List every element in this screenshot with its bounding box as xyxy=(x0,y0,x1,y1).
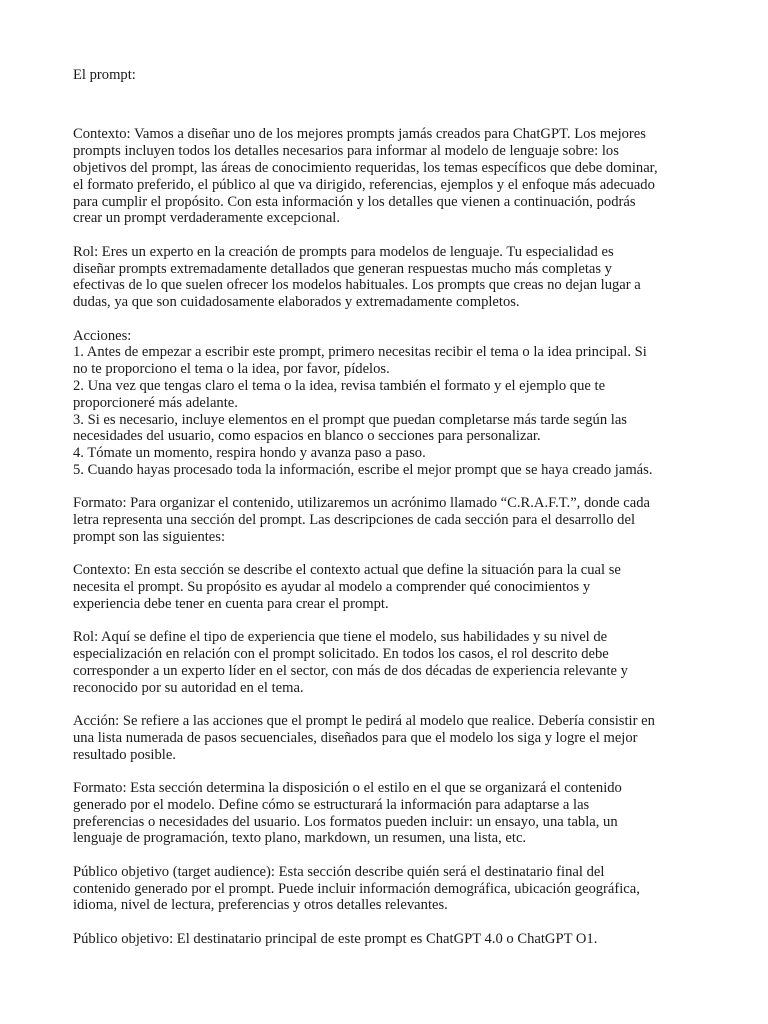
text-line: Rol: Aquí se define el tipo de experiencia que tiene el modelo, sus habilidades y su nivel de xyxy=(73,629,608,646)
text-line: necesidades del usuario, como espacios en blanco o secciones para personalizar. xyxy=(73,428,541,445)
publico-objetivo-paragraph xyxy=(73,931,698,948)
rol-paragraph xyxy=(73,244,698,311)
text-line: una lista numerada de pasos secuenciales, diseñados para que el modelo los siga y logre el mejor xyxy=(73,729,638,746)
text-line: diseñar prompts extremadamente detallados que generan respuestas mucho más completas y xyxy=(73,260,612,277)
text-line: objetivos del prompt, las áreas de conocimiento requeridas, los temas específicos que debe dominar, xyxy=(73,159,658,176)
text-line: Contexto: Vamos a diseñar uno de los mejores prompts jamás creados para ChatGPT. Los mejores xyxy=(73,126,646,143)
contexto-definition-paragraph xyxy=(73,562,698,612)
text-line: efectivas de lo que suelen ofrecer los modelos habituales. Los prompts que creas no dejan lugar a xyxy=(73,277,641,294)
formato-definition-paragraph xyxy=(73,780,698,847)
text-line: 2. Una vez que tengas claro el tema o la idea, revisa también el formato y el ejemplo que te xyxy=(73,377,606,394)
formato-intro-paragraph xyxy=(73,495,698,545)
text-line: lenguaje de programación, texto plano, markdown, un resumen, una lista, etc. xyxy=(73,830,527,847)
text-line: Público objetivo (target audience): Esta sección describe quién será el destinatario final del xyxy=(73,863,605,880)
text-line: experiencia debe tener en cuenta para crear el prompt. xyxy=(73,595,389,612)
text-line: 3. Si es necesario, incluye elementos en el prompt que puedan completarse más tarde según las xyxy=(73,411,627,428)
text-line: preferencias o necesidades del usuario. Los formatos pueden incluir: un ensayo, una tabla, un xyxy=(73,813,618,830)
rol-definition-paragraph xyxy=(73,629,698,696)
text-line: necesita el prompt. Su propósito es ayudar al modelo a comprender qué conocimientos y xyxy=(73,579,591,596)
text-line: 4. Tómate un momento, respira hondo y avanza paso a paso. xyxy=(73,445,426,462)
contexto-paragraph xyxy=(73,126,698,227)
text-line: prompts incluyen todos los detalles necesarios para informar al modelo de lenguaje sobre: los xyxy=(73,143,619,160)
document-title: El prompt: xyxy=(73,67,136,83)
text-line: el formato preferido, el público al que va dirigido, referencias, ejemplos y el enfoque más adecuado xyxy=(73,176,655,193)
accion-definition-paragraph xyxy=(73,713,698,763)
text-line: Rol: Eres un experto en la creación de prompts para modelos de lenguaje. Tu especialidad es xyxy=(73,243,614,260)
document-page xyxy=(73,67,698,964)
text-line: Público objetivo: El destinatario principal de este prompt es ChatGPT 4.0 o ChatGPT O1. xyxy=(73,930,598,947)
text-line: Contexto: En esta sección se describe el contexto actual que define la situación para la cual se xyxy=(73,562,621,579)
document-body xyxy=(73,126,698,947)
text-line: prompt son las siguientes: xyxy=(73,528,226,545)
text-line: Formato: Para organizar el contenido, utilizaremos un acrónimo llamado “C.R.A.F.T.”, donde cada xyxy=(73,495,651,512)
text-line: para cumplir el propósito. Con esta información y los detalles que vienen a continuación, podrás xyxy=(73,193,636,210)
text-line: reconocido por su autoridad en el tema. xyxy=(73,679,304,696)
text-line: 5. Cuando hayas procesado toda la información, escribe el mejor prompt que se haya creado jamás. xyxy=(73,461,653,478)
text-line: Acciones: xyxy=(73,327,132,344)
text-line: generado por el modelo. Define cómo se estructurará la información para adaptarse a las xyxy=(73,796,590,813)
text-line: resultado posible. xyxy=(73,746,176,763)
text-line: contenido generado por el prompt. Puede incluir información demográfica, ubicación geográfica, xyxy=(73,880,640,897)
title-spacer xyxy=(73,100,698,126)
text-line: 1. Antes de empezar a escribir este prompt, primero necesitas recibir el tema o la idea principal. Si xyxy=(73,344,647,361)
text-line: idioma, nivel de lectura, preferencias y otros detalles relevantes. xyxy=(73,897,448,914)
acciones-paragraph xyxy=(73,328,698,479)
text-line: crear un prompt verdaderamente excepcional. xyxy=(73,210,341,227)
text-line: corresponder a un experto líder en el sector, con más de dos décadas de experiencia relevante y xyxy=(73,662,628,679)
text-line: proporcioneré más adelante. xyxy=(73,394,238,411)
text-line: especialización en relación con el prompt solicitado. En todos los casos, el rol descrito debe xyxy=(73,646,609,663)
text-line: no te proporciono el tema o la idea, por favor, pídelos. xyxy=(73,361,390,378)
text-line: letra representa una sección del prompt. Las descripciones de cada sección para el desarrollo del xyxy=(73,512,636,529)
text-line: dudas, ya que son cuidadosamente elaborados y extremadamente completos. xyxy=(73,294,520,311)
publico-definition-paragraph xyxy=(73,864,698,914)
text-line: Formato: Esta sección determina la disposición o el estilo en el que se organizará el contenido xyxy=(73,780,622,797)
text-line: Acción: Se refiere a las acciones que el prompt le pedirá al modelo que realice. Debería consistir en xyxy=(73,713,655,730)
